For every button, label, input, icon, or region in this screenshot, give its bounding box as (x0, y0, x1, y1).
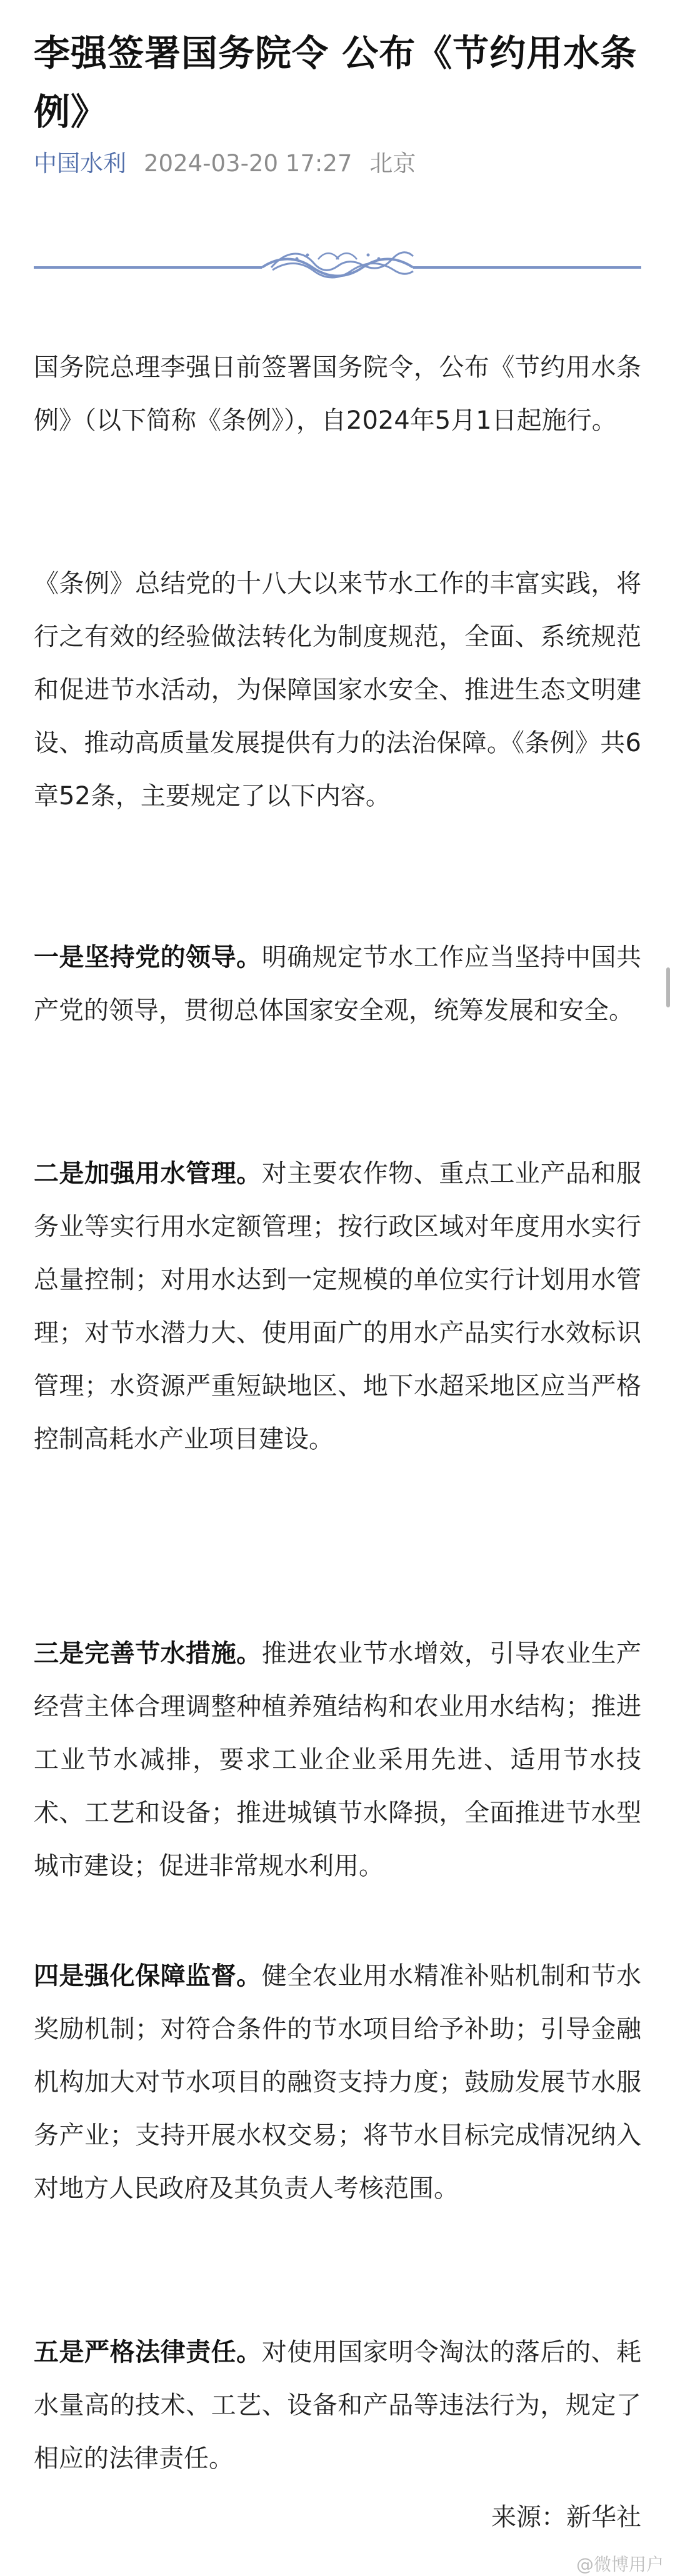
paragraph-summary (34, 557, 641, 823)
paragraph-intro (34, 341, 641, 447)
point-1-text: 明确规定节水工作应当坚持中国共产党的领导，贯彻总体国家安全观，统筹发展和安全。 (34, 943, 642, 1025)
watermark-text: @微博用户 (576, 2554, 664, 2575)
point-2-text: 对主要农作物、重点工业产品和服务业等实行用水定额管理；按行政区域对年度用水实行总量控制；对用水达到一定规模的单位实行计划用水管理；对节水潜力大、使用面广的用水产品实行水效标识管理；水资源严重短缺地区、地下水超采地区应当严格控制高耗水产业项目建设。 (34, 1159, 642, 1454)
paragraph-point-3 (34, 1627, 641, 1893)
point-5-text: 对使用国家明令淘汰的落后的、耗水量高的技术、工艺、设备和产品等违法行为，规定了相应的法律责任。 (34, 2338, 642, 2473)
article-meta (34, 149, 416, 179)
point-1-lead: 一是坚持党的领导。 (34, 943, 262, 972)
publish-location: 北京 (369, 150, 416, 177)
point-3-text: 推进农业节水增效，引导农业生产经营主体合理调整种植养殖结构和农业用水结构；推进工业节水减排，要求工业企业采用先进、适用节水技术、工艺和设备；推进城镇节水降损，全面推进节水型城市建设；促进非常规水利用。 (34, 1639, 642, 1880)
paragraph-summary-text: 《条例》总结党的十八大以来节水工作的丰富实践，将行之有效的经验做法转化为制度规范，全面、系统规范和促进节水活动，为保障国家水安全、推进生态文明建设、推动高质量发展提供有力的法治保障。《条例》共6章52条，主要规定了以下内容。 (34, 569, 641, 811)
point-3-lead: 三是完善节水措施。 (34, 1639, 262, 1668)
source-attribution: 来源：新华社 (491, 2503, 641, 2532)
article-title: 李强签署国务院令 公布《节约用水条例》 (34, 32, 638, 133)
point-2-lead: 二是加强用水管理。 (34, 1159, 262, 1188)
publish-datetime: 2024-03-20 17:27 (144, 150, 352, 177)
wave-divider (34, 244, 641, 292)
paragraph-point-4 (34, 1950, 641, 2215)
point-4-text: 健全农业用水精准补贴机制和节水奖励机制；对符合条件的节水项目给予补助；引导金融机构加大对节水项目的融资支持力度；鼓励发展节水服务产业；支持开展水权交易；将节水目标完成情况纳入对地方人民政府及其负责人考核范围。 (34, 1962, 642, 2203)
wave-divider-icon (34, 244, 641, 292)
source-link[interactable]: 中国水利 (34, 150, 126, 177)
paragraph-point-2 (34, 1147, 641, 1466)
paragraph-point-1 (34, 931, 641, 1037)
point-4-lead: 四是强化保障监督。 (34, 1962, 262, 1990)
point-5-lead: 五是严格法律责任。 (34, 2338, 262, 2367)
paragraph-intro-text: 国务院总理李强日前签署国务院令，公布《节约用水条例》（以下简称《条例》），自2024年5月1日起施行。 (34, 353, 641, 435)
scroll-indicator[interactable] (666, 967, 670, 1007)
paragraph-point-5 (34, 2326, 641, 2485)
